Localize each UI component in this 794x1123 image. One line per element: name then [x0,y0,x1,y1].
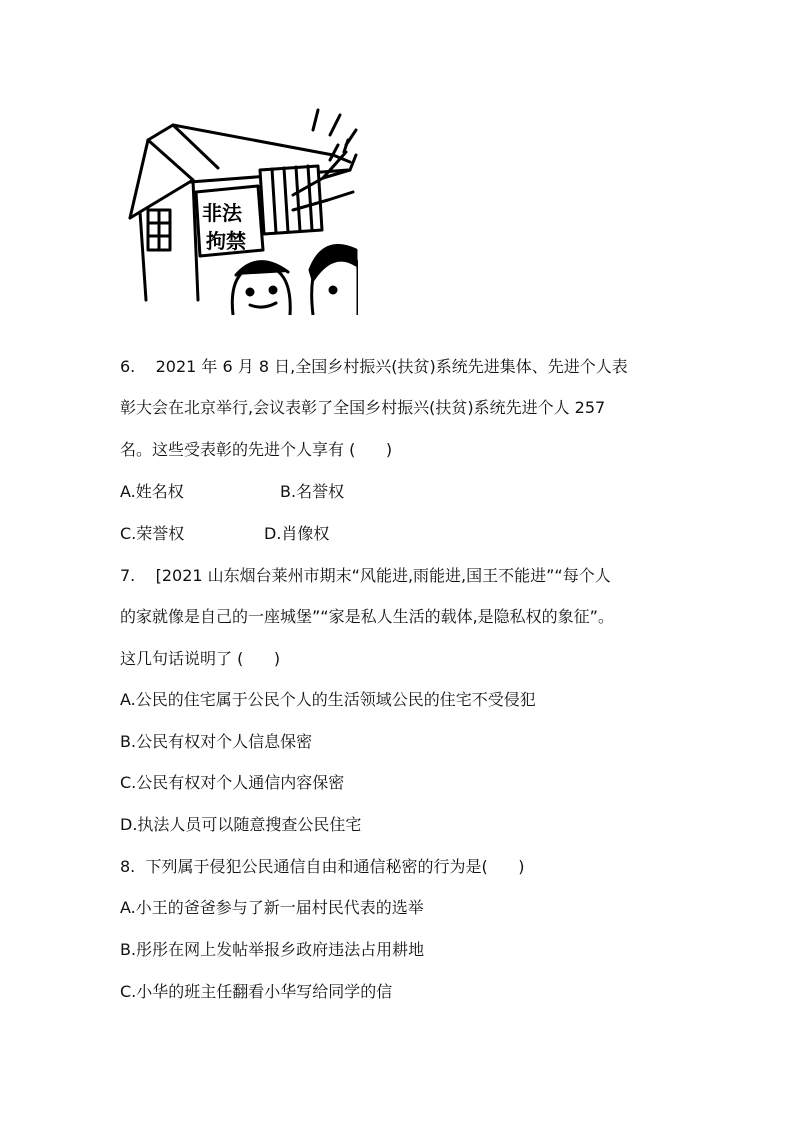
q8-option-c: C.小华的班主任翻看小华写给同学的信 [120,982,393,1001]
q6-option-c: C.荣誉权 [120,524,185,543]
q8-option-a: A.小王的爸爸参与了新一届村民代表的选举 [120,898,424,917]
q6-line-1: 6. 2021 年 6 月 8 日,全国乡村振兴(扶贫)系统先进集体、先进个人表 [120,357,628,376]
q7-line-2: 的家就像是自己的一座城堡”“家是私人生活的载体,是隐私权的象征”。 [120,607,614,626]
sign-text-line2: 拘禁 [206,229,246,253]
q6-line-2: 彰大会在北京举行,会议表彰了全国乡村振兴(扶贫)系统先进个人 257 [120,398,606,417]
q6-line-3: 名。这些受表彰的先进个人享有 ( ) [120,440,393,459]
illegal-detention-cartoon [118,100,358,315]
q7-option-c: C.公民有权对个人通信内容保密 [120,773,345,792]
q7-option-b: B.公民有权对个人信息保密 [120,732,313,751]
q7-option-a: A.公民的住宅属于公民个人的生活领域公民的住宅不受侵犯 [120,690,536,709]
q6-option-a: A.姓名权 [120,482,184,501]
q6-option-d: D.肖像权 [264,524,330,543]
q8-line-1: 8. 下列属于侵犯公民通信自由和通信秘密的行为是( ) [120,857,525,876]
q7-line-3: 这几句话说明了 ( ) [120,649,281,668]
q8-option-b: B.彤彤在网上发帖举报乡政府违法占用耕地 [120,940,425,959]
q7-line-1: 7. [2021 山东烟台莱州市期末“风能进,雨能进,国王不能进”“每个人 [120,566,611,585]
q7-option-d: D.执法人员可以随意搜查公民住宅 [120,815,362,834]
q6-option-b: B.名誉权 [280,482,345,501]
sign-text-line1: 非法 [202,201,242,225]
